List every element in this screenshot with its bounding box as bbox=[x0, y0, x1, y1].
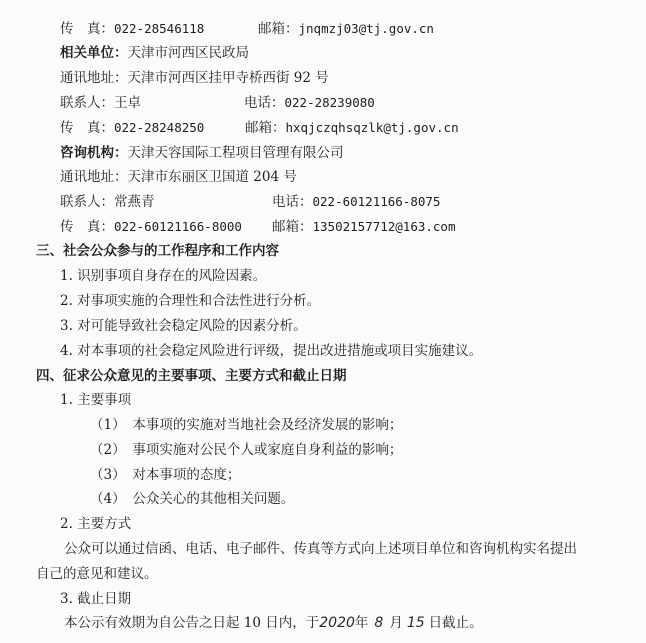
address-label: 通讯地址： bbox=[60, 70, 128, 86]
email-value[interactable]: jnqmzj03@tj.gov.cn bbox=[298, 21, 434, 36]
address-value: 天津市河西区挂甲寺桥西街 92 号 bbox=[127, 70, 329, 86]
year-unit: 年 bbox=[354, 615, 369, 631]
related-unit-fax-row bbox=[60, 119, 204, 137]
fax-value: 022-60121166-8000 bbox=[114, 219, 242, 234]
section4-sub2-text-cont: 自己的意见和建议。 bbox=[36, 566, 158, 582]
top-fax-row bbox=[60, 20, 204, 38]
section3-item: 3. 对可能导致社会稳定风险的因素分析。 bbox=[60, 318, 307, 334]
email-label: 邮箱： bbox=[258, 21, 299, 37]
fax-value: 022-28546118 bbox=[114, 21, 205, 36]
consult-org-label: 咨询机构： bbox=[60, 145, 128, 161]
handwritten-day: 15 bbox=[406, 615, 425, 631]
section4-title: 四、征求公众意见的主要事项、主要方式和截止日期 bbox=[36, 368, 347, 384]
deadline-sentence bbox=[64, 614, 483, 632]
section4-sub1-item: （4） 公众关心的其他相关问题。 bbox=[90, 491, 295, 507]
contact-value: 常燕青 bbox=[114, 194, 155, 210]
email-label: 邮箱： bbox=[245, 120, 286, 136]
consult-org-email-row bbox=[272, 218, 456, 236]
contact-label: 联系人： bbox=[60, 194, 114, 210]
deadline-suffix: 日截止。 bbox=[428, 615, 483, 631]
section3-title: 三、社会公众参与的工作程序和工作内容 bbox=[36, 243, 279, 259]
fax-value: 022-28248250 bbox=[114, 120, 205, 135]
contact-label: 联系人： bbox=[60, 95, 114, 111]
related-unit-address-row bbox=[60, 69, 329, 87]
phone-label: 电话： bbox=[272, 194, 313, 210]
section4-sub2-text: 公众可以通过信函、电话、电子邮件、传真等方式向上述项目单位和咨询机构实名提出 bbox=[64, 541, 577, 557]
contact-value: 王卓 bbox=[114, 95, 141, 111]
related-unit-contact-row bbox=[60, 94, 141, 112]
section4-sub1-item: （1） 本事项的实施对当地社会及经济发展的影响； bbox=[90, 417, 403, 433]
handwritten-year: 2020 bbox=[319, 615, 355, 631]
phone-label: 电话： bbox=[244, 95, 285, 111]
consult-org-phone-row bbox=[272, 193, 440, 211]
related-unit-name: 天津市河西区民政局 bbox=[127, 45, 249, 61]
phone-value: 022-28239080 bbox=[284, 95, 375, 110]
email-value[interactable]: hxqjczqhsqzlk@tj.gov.cn bbox=[285, 120, 459, 135]
related-unit-email-row bbox=[245, 119, 459, 137]
address-value: 天津市东丽区卫国道 204 号 bbox=[127, 169, 297, 185]
consult-org-fax-row bbox=[60, 218, 242, 236]
section4-sub1-item: （2） 事项实施对公民个人或家庭自身利益的影响； bbox=[90, 442, 403, 458]
section4-sub3: 3. 截止日期 bbox=[60, 591, 132, 607]
related-unit-phone-row bbox=[244, 94, 375, 112]
section4-sub1-item: （3） 对本事项的态度； bbox=[90, 467, 241, 483]
consult-org-contact-row bbox=[60, 193, 155, 211]
consult-org-name: 天津天容国际工程项目管理有限公司 bbox=[127, 145, 344, 161]
address-label: 通讯地址： bbox=[60, 169, 128, 185]
section4-sub1: 1. 主要事项 bbox=[60, 392, 132, 408]
section3-item: 1. 识别事项自身存在的风险因素。 bbox=[60, 268, 267, 284]
section4-sub2: 2. 主要方式 bbox=[60, 516, 132, 532]
related-unit-row bbox=[60, 44, 249, 62]
related-unit-label: 相关单位： bbox=[60, 45, 128, 61]
consult-org-address-row bbox=[60, 168, 297, 186]
deadline-prefix: 本公示有效期为自公告之日起 10 日内，于 bbox=[64, 615, 320, 631]
top-email-row bbox=[258, 20, 434, 38]
section3-item: 4. 对本事项的社会稳定风险进行评级，提出改进措施或项目实施建议。 bbox=[60, 343, 483, 359]
email-label: 邮箱： bbox=[272, 219, 313, 235]
section3-item: 2. 对事项实施的合理性和合法性进行分析。 bbox=[60, 293, 321, 309]
fax-label: 传 真： bbox=[60, 219, 114, 235]
handwritten-month: 8 bbox=[374, 615, 384, 631]
consult-org-row bbox=[60, 144, 344, 162]
fax-label: 传 真： bbox=[60, 21, 114, 37]
email-value[interactable]: 13502157712@163.com bbox=[312, 219, 456, 234]
month-unit: 月 bbox=[389, 615, 403, 631]
phone-value: 022-60121166-8075 bbox=[312, 194, 441, 209]
fax-label: 传 真： bbox=[60, 120, 114, 136]
